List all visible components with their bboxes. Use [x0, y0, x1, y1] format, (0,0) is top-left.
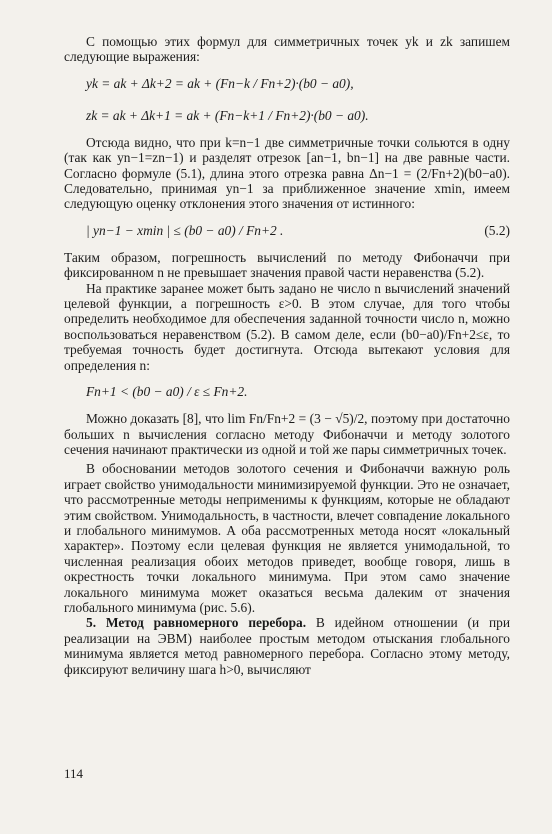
- paragraph-symmetric-points: Отсюда видно, что при k=n−1 две симметричные точки сольются в одну (так как yn−1=zn−1) и разделят отрезок [an−1, bn−1] на две равные части. Согласно формуле (5.1), длина этого отрезка равна Δn−1 = (2/Fn+2)(b0−a0). Следовательно, принимая yn−1 за приближенное значение xmin, имеем следующую оценку отклонения этого значения от истинного:: [64, 134, 510, 212]
- page-number: 114: [64, 766, 84, 781]
- paragraph-limit: Можно доказать [8], что lim Fn/Fn+2 = (3 − √5)/2, поэтому при достаточно больших n вычисления согласно методу Фибоначчи и методу золотого сечения начинают практически из одной и той же пары симметричных точек.: [64, 411, 510, 457]
- paragraph-unimodality: В обосновании методов золотого сечения и Фибоначчи важную роль играет свойство унимодальности минимизируемой функции. Это не означает, что рассмотренные методы неприменимы к функциям, которые не обладают этим свойством. Унимодальность, в частности, влечет совпадение локального и глобального минимумов. А оба рассмотренных метода носят «локальный характер». Поэтому если целевая функция не является унимодальной, то численная реализация обоих методов приведет, вообще говоря, лишь в окрестность точки локального минимума. При этом само значение локального минимума может оказаться весьма далеким от значения глобального минимума (рис. 5.6).: [64, 461, 510, 615]
- section-text: В идейном отношении (и при реализации на ЭВМ) наиболее простым методом отыскания глобального минимума является метод равномерного перебора. Согласно этому методу, фиксируют величину шага h>0, вычисляют: [64, 615, 510, 677]
- formula-condition-n: Fn+1 < (b0 − a0) / ε ≤ Fn+2.: [86, 384, 248, 400]
- paragraph-intro: С помощью этих формул для симметричных точек yk и zk запишем следующие выражения:: [64, 34, 510, 65]
- formula-estimate: | yn−1 − xmin | ≤ (b0 − a0) / Fn+2 .: [86, 223, 284, 239]
- formula-row-5-2: [64, 218, 510, 244]
- formula-yk: yk = ak + Δk+2 = ak + (Fn−k / Fn+2)·(b0 − a0),: [86, 76, 354, 92]
- paragraph-uniform-search: [64, 615, 510, 677]
- paragraph-error-bound: Таким образом, погрешность вычислений по методу Фибоначчи при фиксированном n не превышает значения правой части неравенства (5.2).: [64, 249, 510, 281]
- page-body: [64, 34, 510, 677]
- formula-zk: zk = ak + Δk+1 = ak + (Fn−k+1 / Fn+2)·(b0 − a0).: [86, 108, 369, 124]
- paragraph-practice: На практике заранее может быть задано не число n вычислений значений целевой функции, а погрешность ε>0. В этом случае, для того чтобы определить необходимое для обеспечения заданной точности число n, можно воспользоваться неравенством (5.2). В самом деле, если (b0−a0)/Fn+2≤ε, то требуемая точность будет достигнута. Отсюда вытекают условия для определения n:: [64, 280, 510, 373]
- equation-number: (5.2): [484, 223, 510, 239]
- section-heading: 5. Метод равномерного перебора.: [86, 615, 307, 631]
